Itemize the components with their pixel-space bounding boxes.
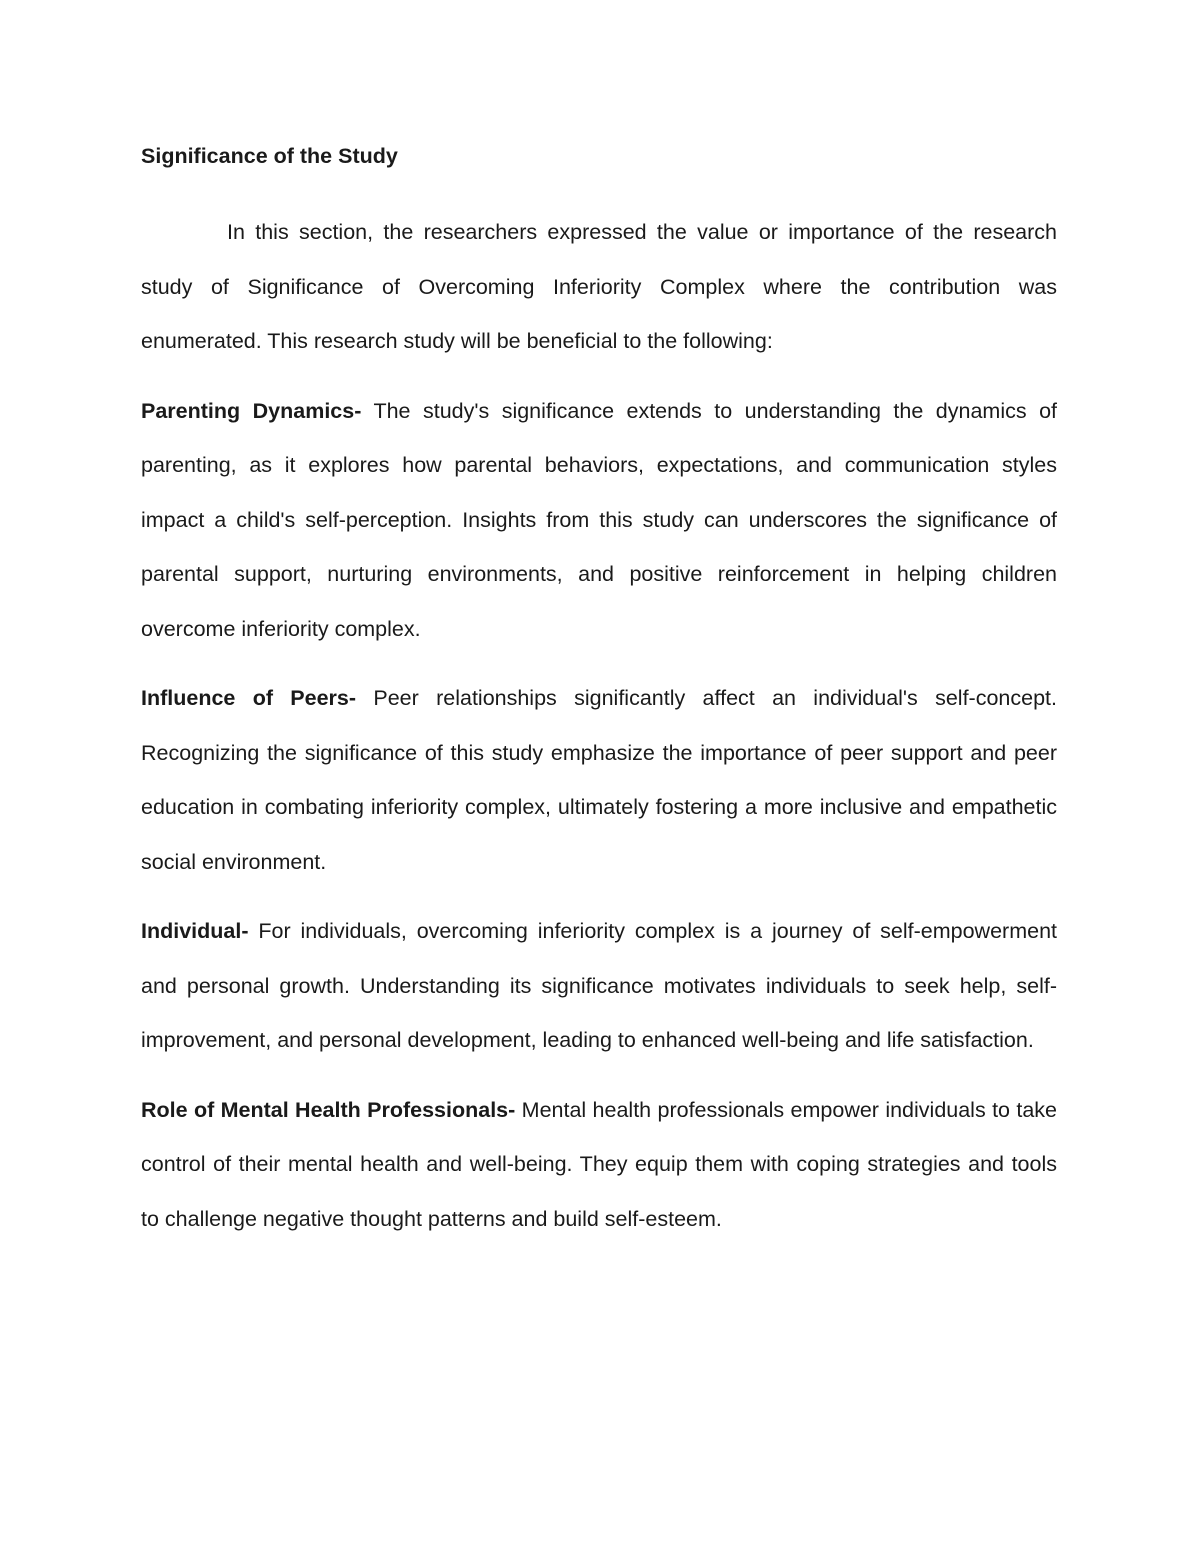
item-influence-of-peers	[141, 671, 1057, 889]
item-text: For individuals, overcoming inferiority complex is a journey of self-empowerment and personal growth. Understanding its significance motivates individuals to seek help, self-improvement, and personal development, leading to enhanced well-being and life satisfaction.	[141, 919, 1057, 1052]
item-term: Influence of Peers-	[141, 686, 357, 710]
item-text: Peer relationships significantly affect an individual's self-concept. Recognizing the significance of this study emphasize the importance of peer support and peer education in combating inferiority complex, ultimately fostering a more inclusive and empathetic social environment.	[141, 686, 1057, 874]
item-text: Mental health professionals empower individuals to take control of their mental health and well-being. They equip them with coping strategies and tools to challenge negative thought patterns and build self-esteem.	[141, 1097, 1058, 1231]
item-parenting-dynamics	[141, 384, 1057, 657]
item-term: Role of Mental Health Professionals-	[141, 1097, 516, 1122]
document-body	[141, 136, 1057, 1246]
item-term: Parenting Dynamics-	[141, 398, 362, 423]
item-individual	[141, 904, 1057, 1068]
item-text: The study's significance extends to understanding the dynamics of parenting, as it explores how parental behaviors, expectations, and communication styles impact a child's self-perception. Insights from this study can underscores the significance of parental support, nurturing environments, and positive reinforcement in helping children overcome inferiority complex.	[141, 398, 1057, 641]
intro-paragraph: In this section, the researchers expressed the value or importance of the research study of Significance of Overcoming Inferiority Complex where the contribution was enumerated. This research study will be beneficial to the following:	[141, 220, 1057, 353]
item-term: Individual-	[141, 919, 249, 943]
section-title: Significance of the Study	[141, 144, 398, 168]
item-mental-health-professionals	[141, 1083, 1057, 1247]
